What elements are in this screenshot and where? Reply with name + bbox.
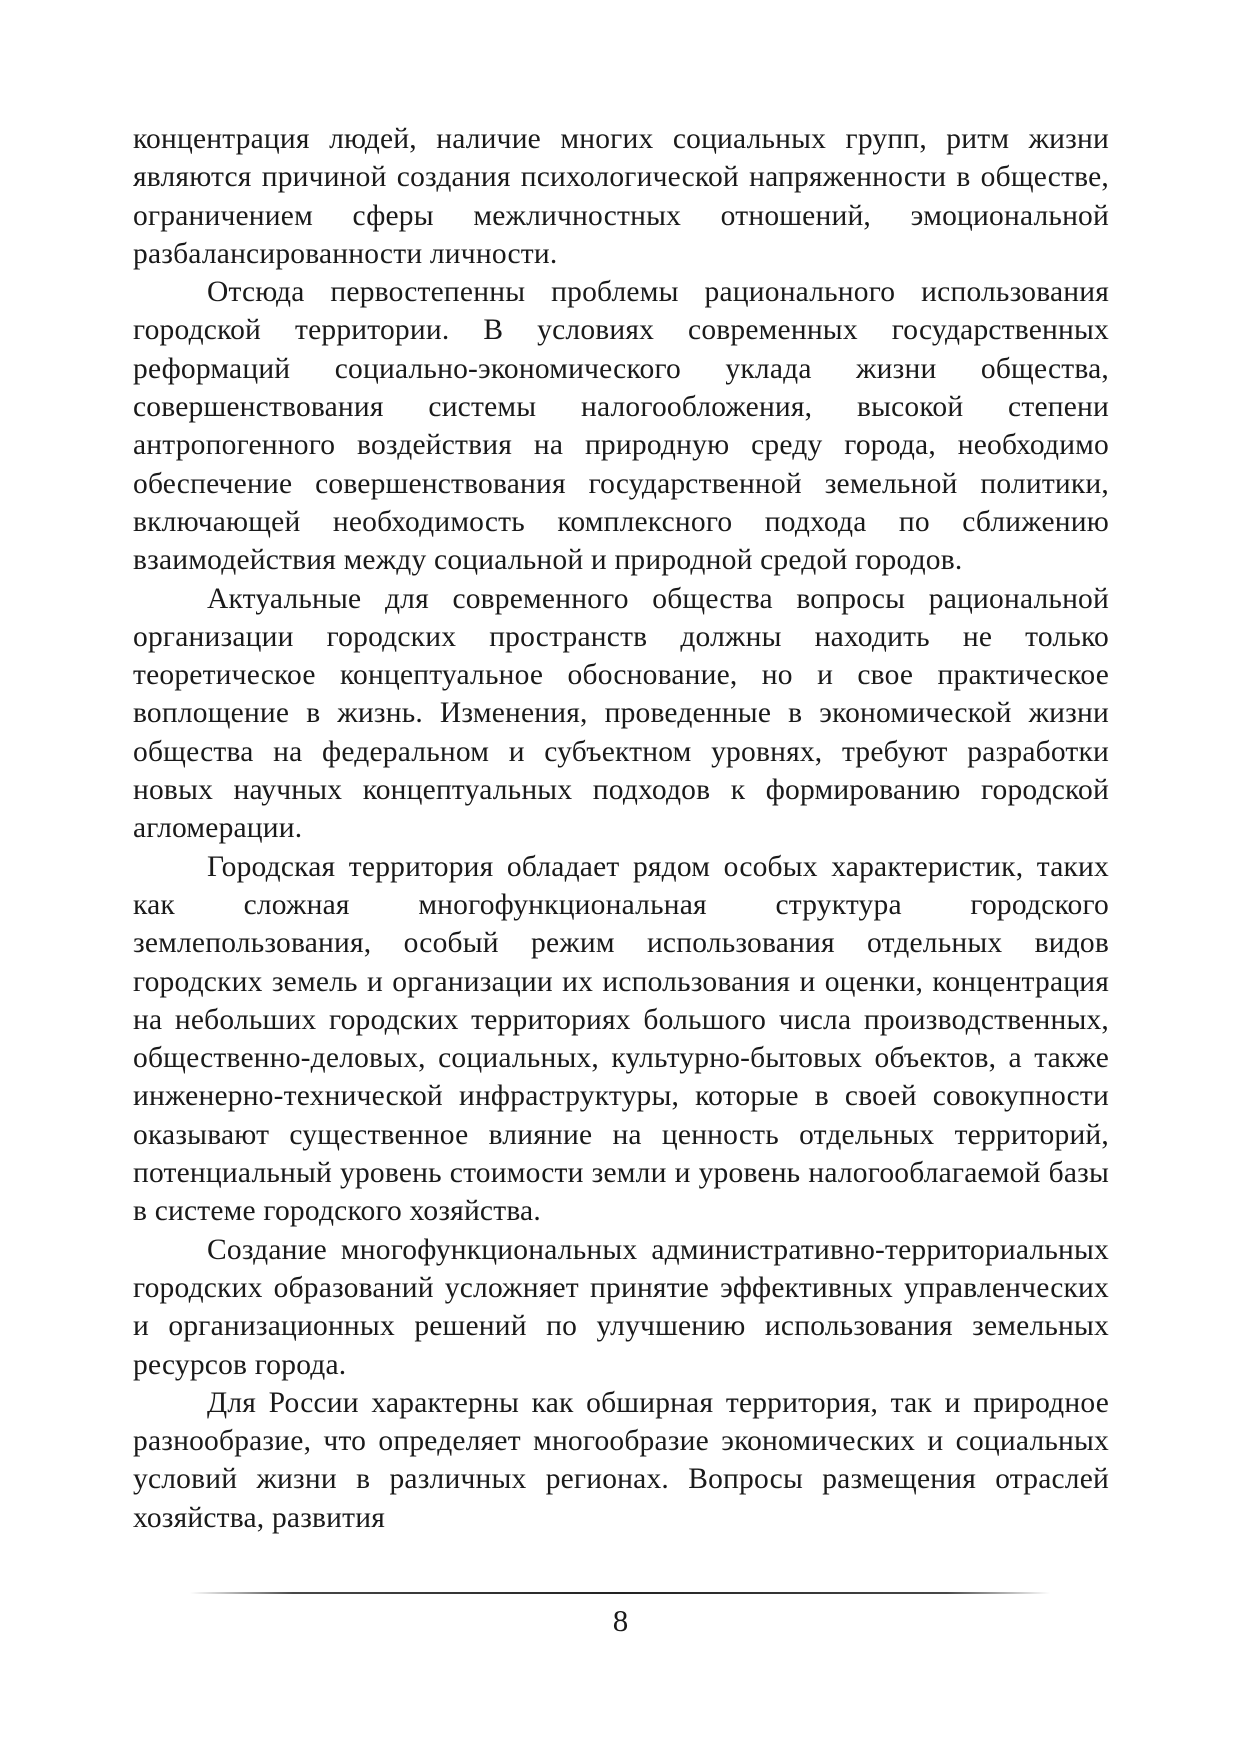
paragraph: Создание многофункциональных административно-территориальных городских образований усложняет принятие эффективных управленческих и организационных решений по улучшению использования земельных ресурсов города. [133, 1233, 1109, 1381]
paragraph: Городская территория обладает рядом особых характеристик, таких как сложная многофункциональная структура городского землепользования, особый режим использования отдельных видов городских земель и организации их использования и оценки, концентрация на небольших городских территориях большого числа производственных, общественно-деловых, социальных, культурно-бытовых объектов, а также инженерно-технической инфраструктуры, которые в своей совокупности оказывают существенное влияние на ценность отдельных территорий, потенциальный уровень стоимости земли и уровень налогооблагаемой базы в системе городского хозяйства. [133, 850, 1109, 1228]
paragraph-continuation: концентрация людей, наличие многих социальных групп, ритм жизни являются причиной создания психологической напряженности в обществе, ограничением сферы межличностных отношений, эмоциональной разбалансированности личности. [133, 123, 1109, 270]
paragraph: Отсюда первостепенны проблемы рационального использования городской территории. В условиях современных государственных реформаций социально-экономического уклада жизни общества, совершенствования системы налогообложения, высокой степени антропогенного воздействия на природную среду города, необходимо обеспечение совершенствования государственной земельной политики, включающей необходимость комплексного подхода по сближению взаимодействия между социальной и природной средой городов. [133, 276, 1109, 577]
page-number: 8 [612, 1603, 629, 1638]
page-body [133, 120, 1109, 1537]
paragraph: Актуальные для современного общества вопросы рациональной организации городских пространств должны находить не только теоретическое концептуальное обоснование, но и свое практическое воплощение в жизнь. Изменения, проведенные в экономической жизни общества на федеральном и субъектном уровнях, требуют разработки новых научных концептуальных подходов к формированию городской агломерации. [133, 582, 1109, 845]
footer-divider [190, 1592, 1050, 1594]
paragraph-last: Для России характерны как обширная территория, так и природное разнообразие, что определяет многообразие экономических и социальных условий жизни в различных регионах. Вопросы размещения отраслей хозяйства, развития [133, 1386, 1109, 1534]
